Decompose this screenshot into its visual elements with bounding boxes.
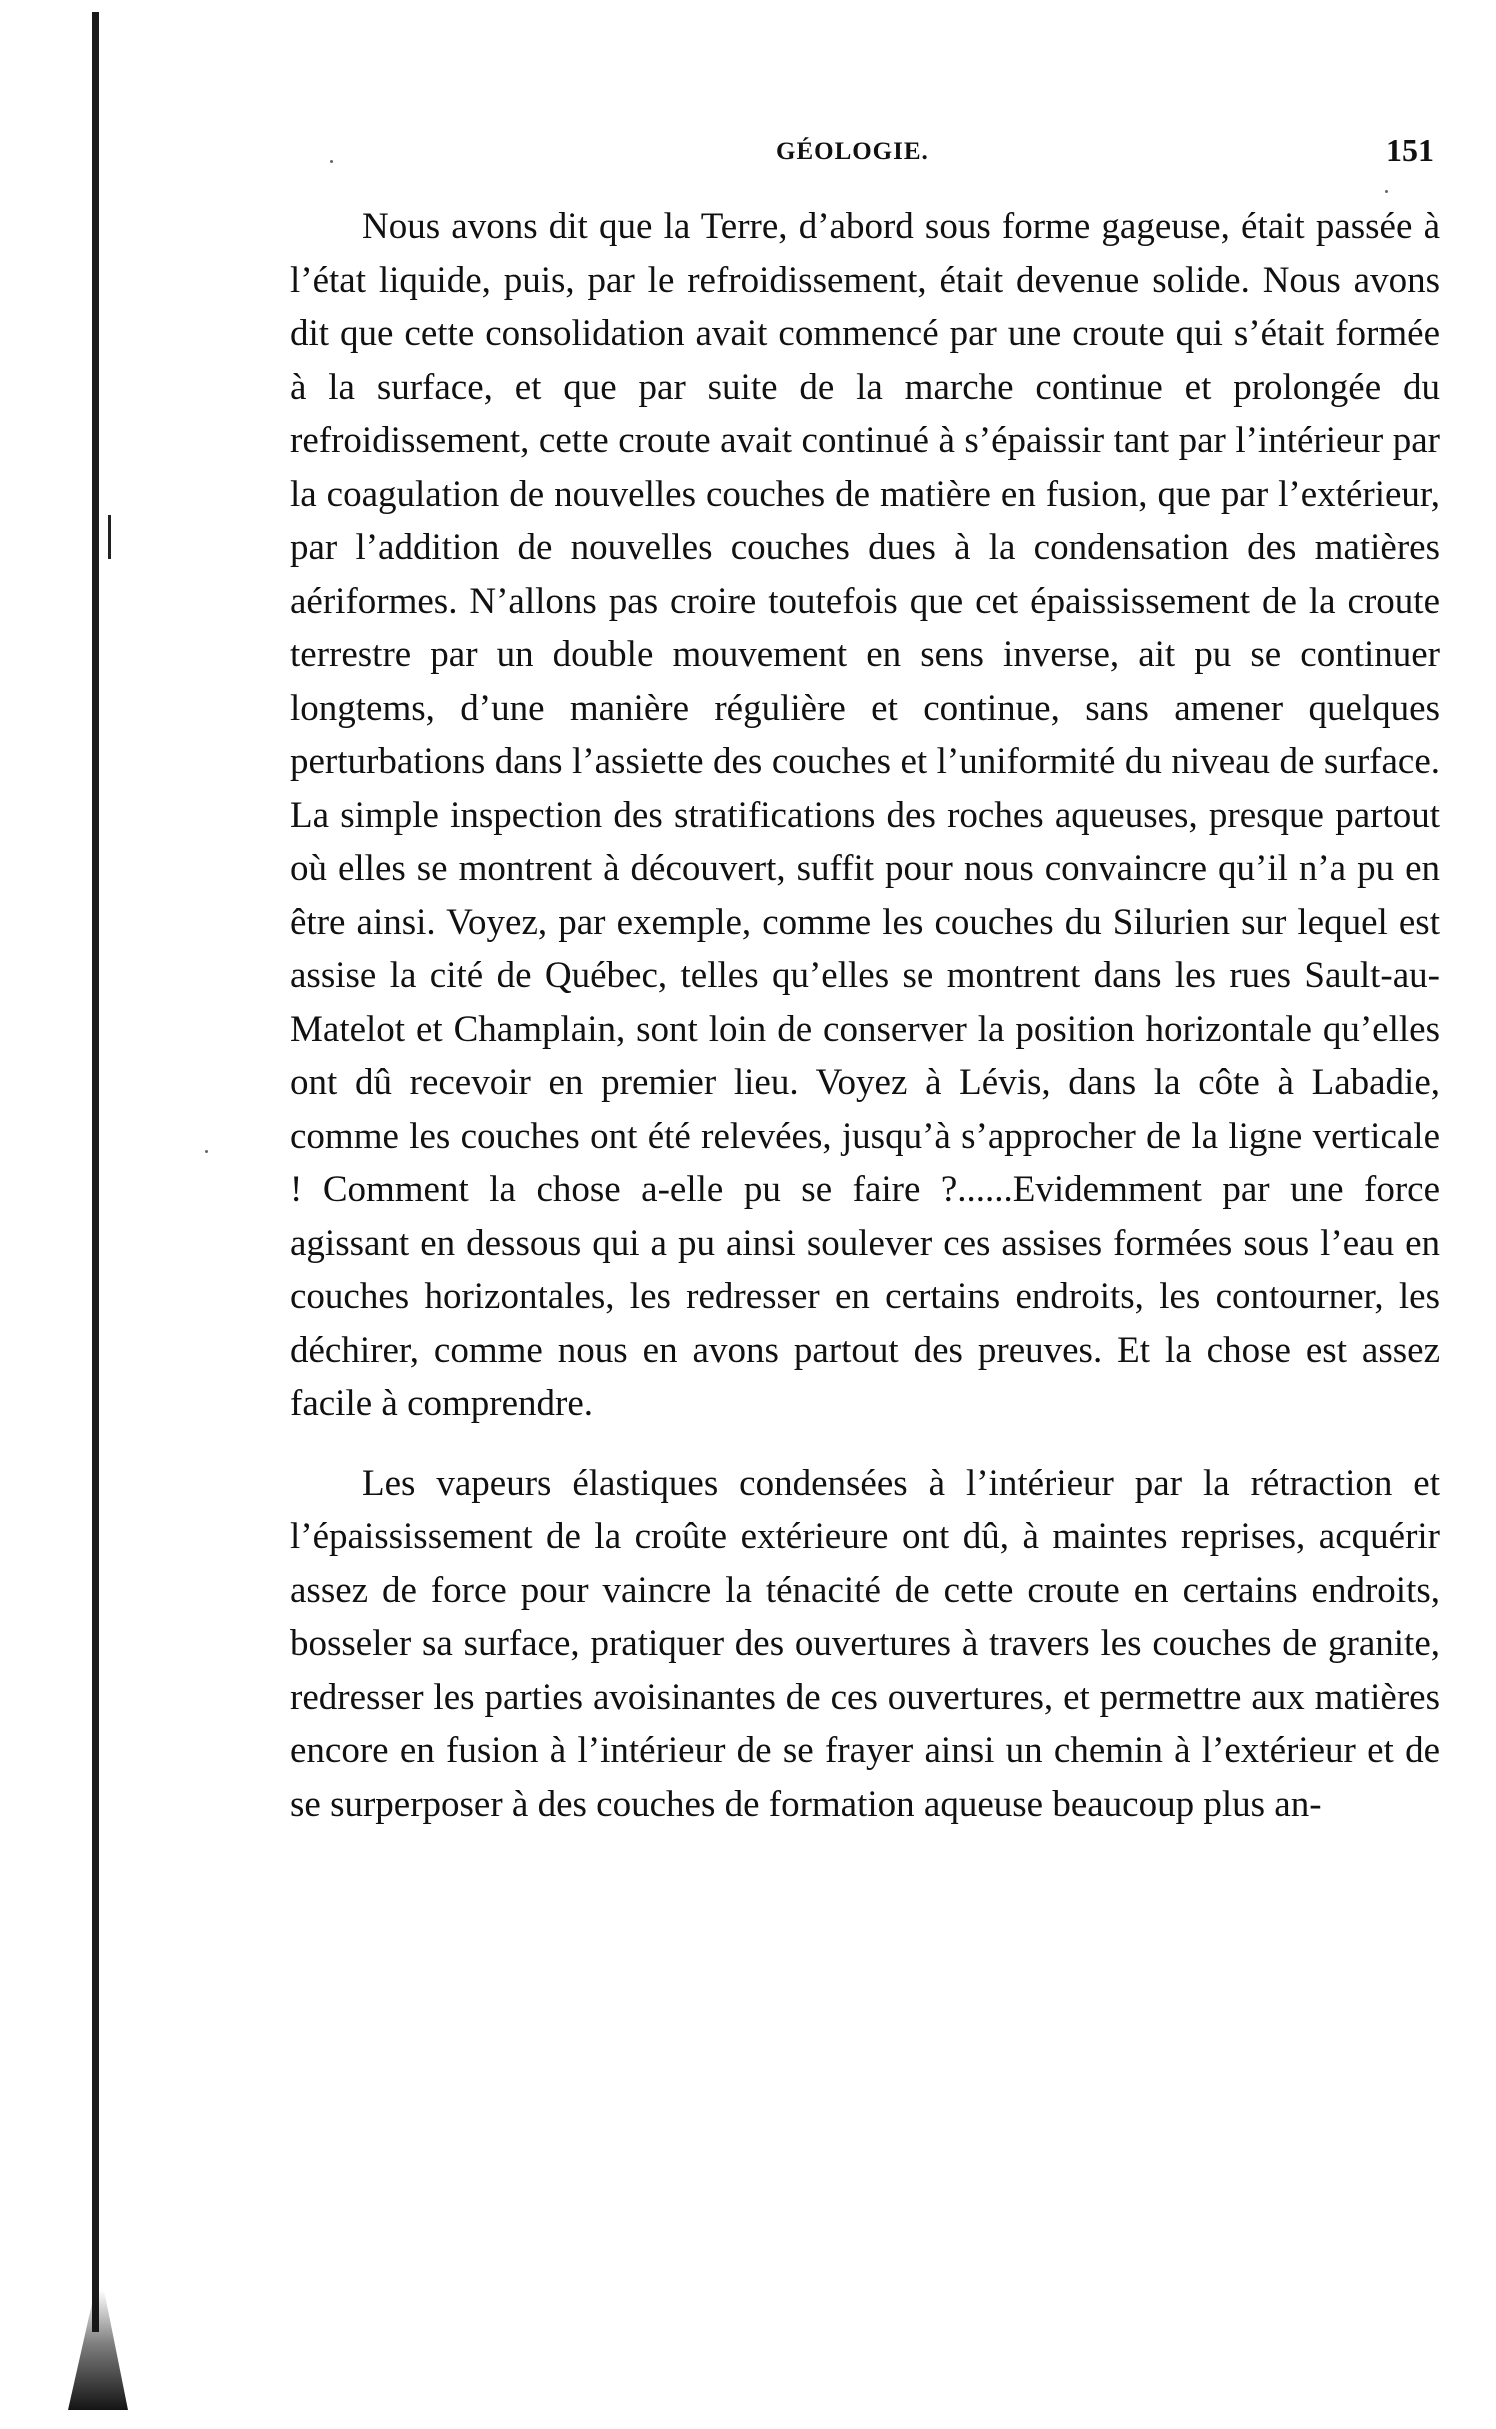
page-binding-edge: [92, 12, 99, 2332]
running-title: GÉOLOGIE.: [776, 138, 929, 165]
page-header: [290, 132, 1440, 182]
margin-mark: [108, 515, 111, 559]
paper-speck: [1385, 190, 1388, 193]
paragraph-1: Nous avons dit que la Terre, d’abord sous forme gageuse, était passée à l’état liquide, puis, par le refroidissement, était devenue solide. Nous avons dit que cette consolidation avait commencé par une croute qui s’était formée à la surface, et que par suite de la marche continue et prolongée du refroidissement, cette croute avait continué à s’épaissir tant par l’intérieur par la coagulation de nouvelles couches de matière en fusion, que par l’extérieur, par l’addition de nouvelles couches dues à la condensation des matières aériformes. N’allons pas croire toutefois que cet épaississement de la croute terrestre par un double mouvement en sens inverse, ait pu se continuer longtems, d’une manière régulière et continue, sans amener quelques perturbations dans l’assiette des couches et l’uniformité du niveau de surface. La simple inspection des stratifications des roches aqueuses, presque partout où elles se montrent à découvert, suffit pour nous convaincre qu’il n’a pu en être ainsi. Voyez, par exemple, comme les couches du Silurien sur lequel est assise la cité de Québec, telles qu’elles se montrent dans les rues Sault-au-Matelot et Champlain, sont loin de conserver la position horizontale qu’elles ont dû recevoir en premier lieu. Voyez à Lévis, dans la côte à Labadie, comme les couches ont été relevées, jusqu’à s’approcher de la ligne verticale ! Comment la chose a-elle pu se faire ?......Evidemment par une force agissant en dessous qui a pu ainsi soulever ces assises formées sous l’eau en couches horizontales, les redresser en certains endroits, les contourner, les déchirer, comme nous en avons partout des preuves. Et la chose est assez facile à comprendre.: [290, 206, 1440, 1424]
binding-ink-smudge: [68, 2290, 128, 2410]
paper-speck: [205, 1150, 208, 1153]
body-text: [290, 200, 1440, 1831]
paragraph-2: Les vapeurs élastiques condensées à l’intérieur par la rétraction et l’épaississement de la croûte extérieure ont dû, à maintes reprises, acquérir assez de force pour vaincre la ténacité de cette croute en certains endroits, bosseler sa surface, pratiquer des ouvertures à travers les couches de granite, redresser les parties avoisinantes de ces ouvertures, et permettre aux matières encore en fusion à l’intérieur de se frayer ainsi un chemin à l’extérieur et de se surperposer à des couches de formation aqueuse beaucoup plus an-: [290, 1462, 1440, 1825]
page-number: 151: [1386, 132, 1434, 168]
